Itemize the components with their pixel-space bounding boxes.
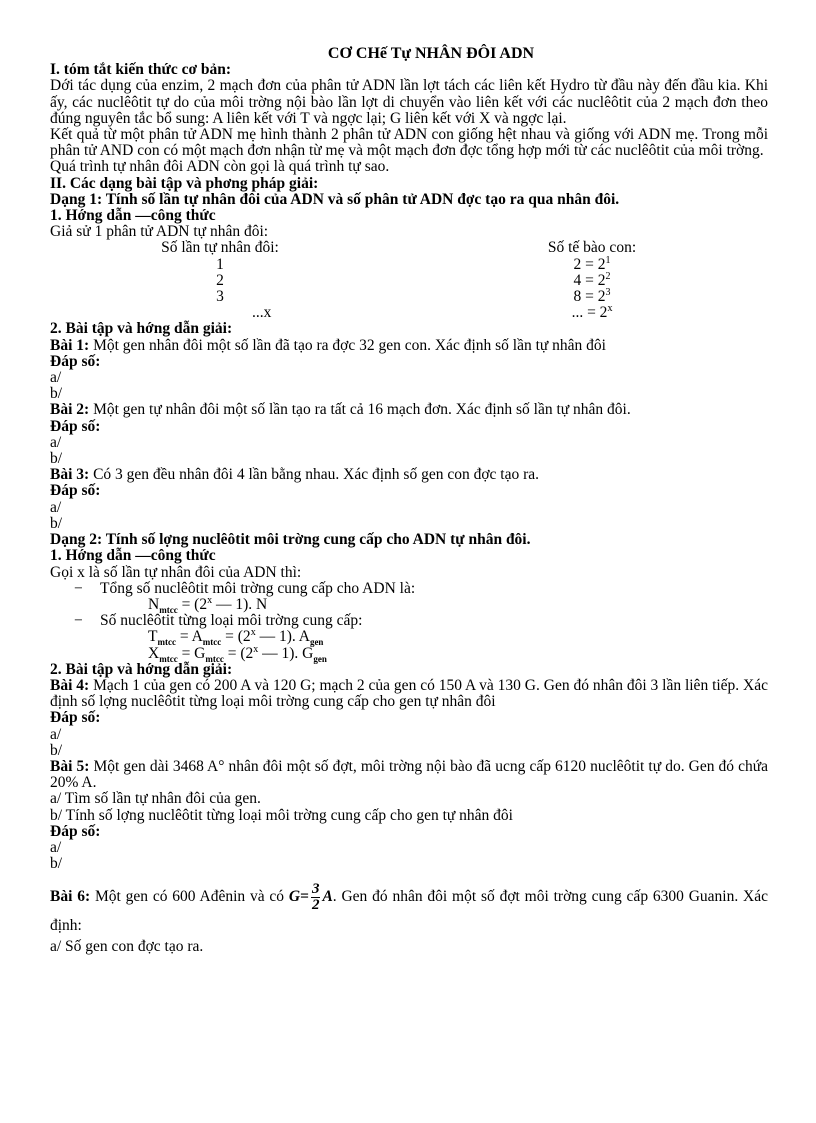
section-2-heading: II. Các dạng bài tập và phơng pháp giải:: [50, 174, 319, 192]
exercise-6-a: a/ Số gen con đợc tạo ra.: [50, 938, 204, 956]
table-cell: 1: [216, 255, 224, 273]
subheading: 1. Hớng dẫn —công thức: [50, 547, 216, 565]
bullet-item: − Tổng số nuclêôtit môi trờng cung cấp cho ADN là:: [74, 579, 416, 597]
answer-b: b/: [50, 855, 63, 873]
dash-icon: −: [74, 579, 83, 597]
table-header: Số tế bào con:: [547, 239, 637, 257]
paragraph: Giả sử 1 phân tử ADN tự nhân đôi:: [50, 223, 269, 241]
exercise-5-a: a/ Tìm số lần tự nhân đôi của gen.: [50, 790, 261, 808]
exercise-2: Bài 2: Một gen tự nhân đôi một số lần tạo ra tất cả 16 mạch đơn. Xác định số lần tự nhân đôi.: [50, 401, 631, 419]
fraction-three-halves: $\frac{3}{2}$: [311, 881, 320, 914]
table-cell: $4 = 2^2$: [573, 270, 611, 289]
bullet-item: − Số nuclêôtit từng loại môi trờng cung cấp:: [74, 612, 363, 630]
paragraph: Kết quả từ một phân tử ADN mẹ hình thành 2 phân tử ADN con giống hệt nhau và giống với ADN mẹ. Trong mỗi phân tử AND con có một mạch đơn nhận từ mẹ và một mạch đơn đợc tổng hợp mới từ các nuclêôtit của môi trờng.: [50, 126, 768, 160]
document-page: [50, 46, 768, 956]
replication-table: [50, 240, 768, 321]
subheading: 1. Hớng dẫn —công thức: [50, 207, 216, 225]
type-1-heading: Dạng 1: Tính số lần tự nhân đôi của ADN và số phân tử ADN đợc tạo ra qua nhân đôi.: [50, 190, 620, 208]
paragraph: Quá trình tự nhân đôi ADN còn gọi là quá trình tự sao.: [50, 158, 390, 176]
answer-label: Đáp số:: [50, 822, 101, 840]
table-cell: 2: [216, 271, 224, 289]
type-2-heading: Dạng 2: Tính số lợng nuclêôtit môi trờng cung cấp cho ADN tự nhân đôi.: [50, 531, 531, 549]
dash-icon: −: [74, 612, 83, 630]
formula-t-a: $T_{mtcc} = A_{mtcc} = (2^x$ — 1). $A_{gen}$: [148, 627, 324, 648]
answer-b: b/: [50, 385, 63, 403]
page-title: CƠ CHế Tự NHÂN ĐÔI ADN: [327, 45, 535, 62]
answer-b: b/: [50, 741, 63, 759]
answer-a: a/: [50, 838, 62, 856]
paragraph: Dới tác dụng của enzim, 2 mạch đơn của phân tử ADN lần lợt tách các liên kết Hydro từ đầu này đến đầu kia. Khi ấy, các nuclêôtit tự do của môi trờng nội bào lần lợt di chuyển vào liên kết với các nuclêôtit của 2 mạch đơn theo đúng nguyên tắc bổ sung: A liên kết với T và ngợc lại; G liên kết với X và ngợc lại.: [50, 77, 768, 127]
answer-label: Đáp số:: [50, 482, 101, 500]
exercise-6: Bài 6: Một gen có 600 Ađênin và có G= $\frac{3}{2}$ A. Gen đó nhân đôi một số đợt môi trờng cung cấp 6300 Guanin. Xác định:: [50, 881, 769, 935]
answer-label: Đáp số:: [50, 709, 101, 727]
exercise-3: Bài 3: Có 3 gen đều nhân đôi 4 lần bằng nhau. Xác định số gen con đợc tạo ra.: [50, 466, 540, 484]
subheading: 2. Bài tập và hớng dẫn giải:: [50, 320, 233, 338]
answer-a: a/: [50, 369, 62, 387]
paragraph: Gọi x là số lần tự nhân đôi của ADN thì:: [50, 563, 302, 581]
answer-a: a/: [50, 725, 62, 743]
answer-label: Đáp số:: [50, 417, 101, 435]
table-cell: $2 = 2^1$: [573, 254, 611, 273]
exercise-1: Bài 1: Một gen nhân đôi một số lần đã tạo ra đợc 32 gen con. Xác định số lần tự nhân đôi: [50, 336, 606, 354]
answer-a: a/: [50, 498, 62, 516]
formula-total: $N_{mtcc} = (2^x$ — 1). N: [148, 594, 268, 615]
answer-label: Đáp số:: [50, 352, 101, 370]
exercise-4: Bài 4: Mạch 1 của gen có 200 A và 120 G; mạch 2 của gen có 150 A và 130 G. Gen đó nhân đôi 3 lần liên tiếp. Xác định số lợng nuclêôtit từng loại môi trờng cung cấp cho gen tự nhân đôi: [50, 676, 769, 711]
formula-x-g: $X_{mtcc} = G_{mtcc} = (2^x$ — 1). $G_{gen}$: [148, 643, 327, 664]
table-cell: ...x: [252, 304, 272, 322]
table-header: Số lần tự nhân đôi:: [161, 239, 279, 257]
answer-b: b/: [50, 514, 63, 532]
exercise-5: Bài 5: Một gen dài 3468 A° nhân đôi một số đợt, môi trờng nội bào đã ucng cấp 6120 nuclêôtit tự do. Gen đó chứa 20% A.: [50, 757, 769, 792]
section-1-heading: I. tóm tắt kiến thức cơ bản:: [50, 61, 232, 79]
table-cell: $8 = 2^3$: [573, 286, 611, 306]
answer-a: a/: [50, 433, 62, 451]
answer-b: b/: [50, 450, 63, 468]
table-cell: 3: [216, 288, 224, 306]
subheading: 2. Bài tập và hớng dẫn giải:: [50, 660, 233, 678]
exercise-5-b: b/ Tính số lợng nuclêôtit từng loại môi trờng cung cấp cho gen tự nhân đôi: [50, 806, 513, 824]
table-cell: ... = $2^x$: [571, 303, 613, 322]
